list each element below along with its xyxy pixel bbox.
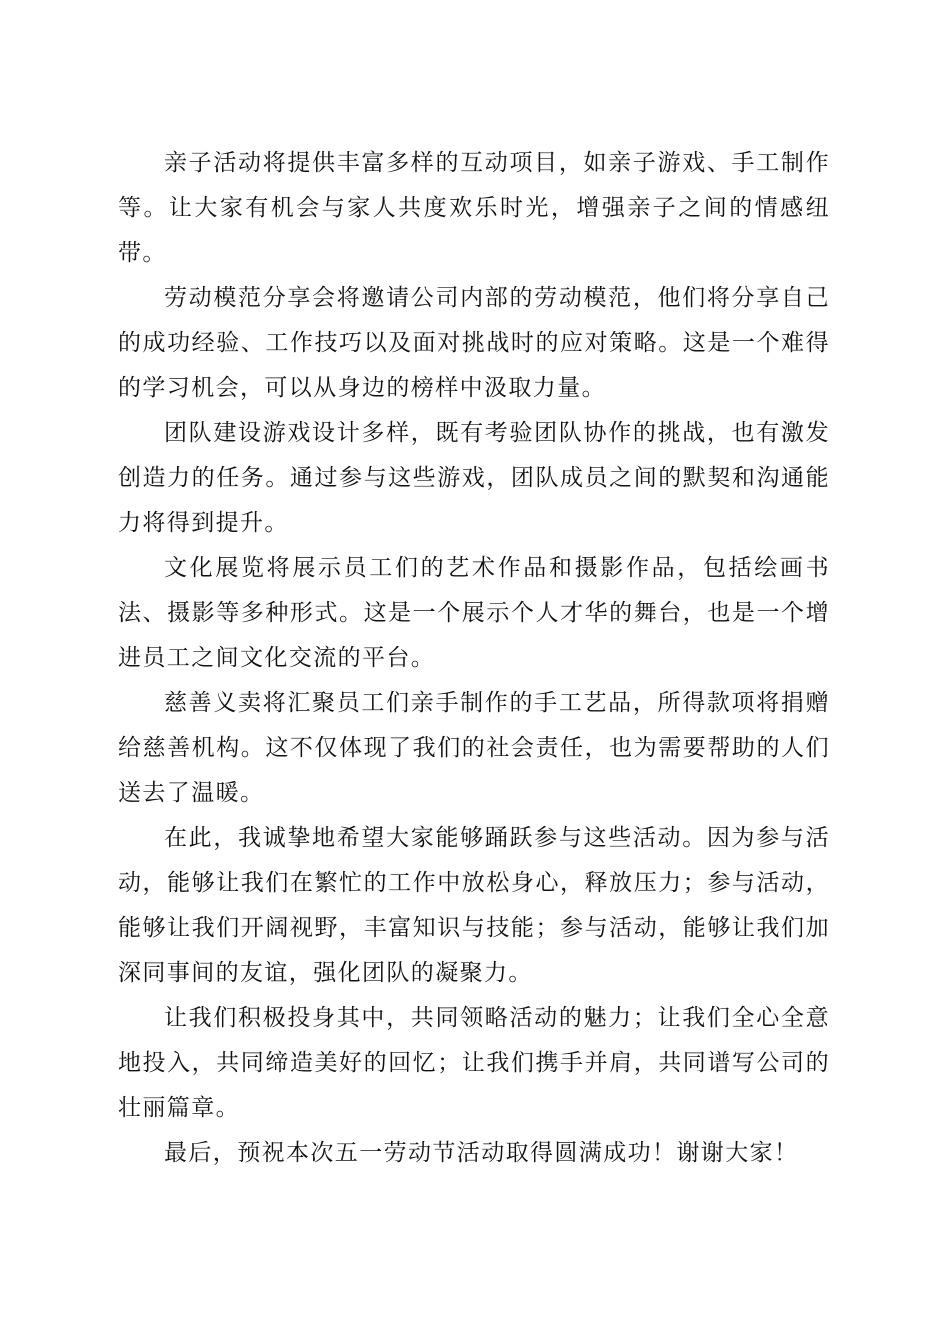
paragraph-team-building: 团队建设游戏设计多样，既有考验团队协作的挑战，也有激发创造力的任务。通过参与这些游戏，团队成员之间的默契和沟通能力将得到提升。 bbox=[118, 420, 830, 536]
paragraph-labor-model-sharing: 劳动模范分享会将邀请公司内部的劳动模范，他们将分享自己的成功经验、工作技巧以及面对挑战时的应对策略。这是一个难得的学习机会，可以从身边的榜样中汲取力量。 bbox=[118, 285, 830, 401]
paragraph-parent-child-activity: 亲子活动将提供丰富多样的互动项目，如亲子游戏、手工制作等。让大家有机会与家人共度欢乐时光，增强亲子之间的情感纽带。 bbox=[118, 150, 830, 266]
paragraph-charity-sale: 慈善义卖将汇聚员工们亲手制作的手工艺品，所得款项将捐赠给慈善机构。这不仅体现了我们的社会责任，也为需要帮助的人们送去了温暖。 bbox=[118, 690, 830, 806]
document-body bbox=[118, 141, 830, 1176]
paragraph-participation-call: 在此，我诚挚地希望大家能够踊跃参与这些活动。因为参与活动，能够让我们在繁忙的工作中放松身心，释放压力；参与活动，能够让我们开阔视野，丰富知识与技能；参与活动，能够让我们加深同事间的友谊，强化团队的凝聚力。 bbox=[118, 825, 830, 986]
paragraph-closing: 最后，预祝本次五一劳动节活动取得圆满成功！谢谢大家！ bbox=[164, 1140, 799, 1166]
paragraph-join-together: 让我们积极投身其中，共同领略活动的魅力；让我们全心全意地投入，共同缔造美好的回忆；让我们携手并肩，共同谱写公司的壮丽篇章。 bbox=[118, 1005, 830, 1121]
paragraph-culture-exhibition: 文化展览将展示员工们的艺术作品和摄影作品，包括绘画书法、摄影等多种形式。这是一个展示个人才华的舞台，也是一个增进员工之间文化交流的平台。 bbox=[118, 555, 830, 671]
